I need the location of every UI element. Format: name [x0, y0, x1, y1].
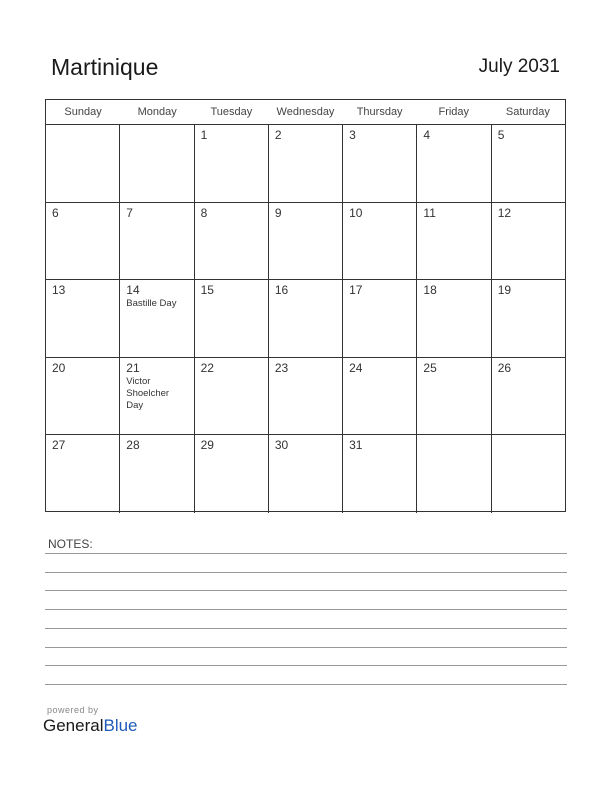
day-number: 18: [423, 283, 437, 298]
week-row: [46, 203, 565, 281]
page-title: Martinique: [51, 54, 159, 80]
day-cell: [46, 280, 120, 357]
generalblue-logo: [43, 716, 138, 736]
day-cell: [343, 280, 417, 357]
day-cell: [343, 435, 417, 513]
day-cell: [269, 280, 343, 357]
holiday-label: Victor Shoelcher Day: [126, 375, 170, 411]
weekday-header: Tuesday: [210, 106, 253, 118]
day-number: 13: [52, 283, 66, 298]
day-cell: [417, 435, 491, 513]
day-cell: [46, 125, 120, 202]
day-number: 28: [126, 438, 140, 453]
day-number: 7: [126, 205, 133, 220]
calendar-weeks: [46, 125, 565, 513]
day-number: 12: [497, 205, 512, 220]
weekday-header: Sunday: [64, 106, 102, 118]
brand-blue: Blue: [103, 716, 138, 735]
month-label: July 2031: [478, 56, 560, 77]
day-cell: [195, 435, 269, 513]
day-number: 17: [349, 283, 363, 298]
day-number: 24: [349, 360, 363, 375]
day-cell: [269, 125, 343, 202]
day-cell: [195, 125, 269, 202]
day-cell: [417, 280, 491, 357]
day-number: 16: [274, 283, 289, 298]
day-number: 4: [423, 128, 431, 142]
weekday-header: Thursday: [356, 106, 403, 118]
day-cell: [269, 358, 343, 435]
day-cell: [195, 358, 269, 435]
day-cell: [46, 203, 120, 280]
day-cell: [417, 125, 491, 202]
weekday-header: Monday: [137, 106, 177, 118]
day-number: 14: [126, 283, 140, 298]
holiday-label: Bastille Day: [126, 298, 177, 310]
note-line: [45, 665, 567, 666]
day-cell: [120, 435, 194, 513]
day-cell: [120, 280, 194, 357]
day-cell: [120, 358, 194, 435]
weekday-header-row: [46, 100, 565, 125]
day-cell: [492, 203, 565, 280]
day-cell: [492, 280, 565, 357]
day-number: 30: [274, 438, 289, 453]
day-cell: [269, 203, 343, 280]
day-cell: [417, 203, 491, 280]
note-line: [45, 647, 567, 648]
day-cell: [343, 358, 417, 435]
day-cell: [343, 203, 417, 280]
note-line: [45, 572, 567, 573]
day-number: 6: [52, 205, 59, 220]
day-number: 11: [423, 205, 436, 220]
day-cell: [120, 203, 194, 280]
day-number: 26: [497, 360, 512, 375]
day-number: 31: [349, 438, 363, 453]
notes-label: NOTES:: [48, 537, 93, 551]
day-cell: [195, 203, 269, 280]
day-number: 1: [200, 128, 208, 142]
weekday-header: Friday: [438, 106, 470, 118]
week-row: [46, 358, 565, 436]
week-row: [46, 280, 565, 358]
note-line: [45, 553, 567, 554]
day-number: 8: [200, 205, 208, 220]
note-line: [45, 609, 567, 610]
note-line: [45, 590, 567, 591]
day-cell: [195, 280, 269, 357]
day-number: 20: [52, 360, 66, 375]
day-number: 27: [52, 438, 66, 453]
day-number: 9: [274, 205, 282, 220]
day-cell: [46, 358, 120, 435]
day-number: 19: [497, 283, 512, 298]
calendar-grid: [45, 99, 566, 512]
day-number: 10: [349, 205, 363, 220]
day-cell: [46, 435, 120, 513]
weekday-header: Saturday: [505, 106, 550, 118]
day-cell: [417, 358, 491, 435]
day-cell: [120, 125, 194, 202]
weekday-header: Wednesday: [276, 106, 335, 118]
day-cell: [492, 358, 565, 435]
day-number: 21: [126, 360, 140, 375]
day-number: 23: [274, 360, 289, 375]
day-cell: [492, 125, 565, 202]
day-number: 5: [497, 128, 505, 142]
day-number: 2: [274, 128, 282, 142]
note-line: [45, 628, 567, 629]
powered-by-text: powered by: [47, 705, 99, 715]
week-row: [46, 435, 565, 513]
day-number: 15: [200, 283, 214, 298]
day-number: 22: [200, 360, 214, 375]
brand-general: General: [43, 716, 104, 735]
day-number: 29: [200, 438, 214, 453]
week-row: [46, 125, 565, 203]
day-number: 3: [349, 128, 356, 142]
day-cell: [492, 435, 565, 513]
day-cell: [343, 125, 417, 202]
day-number: 25: [423, 360, 437, 375]
day-cell: [269, 435, 343, 513]
note-line: [45, 684, 567, 685]
